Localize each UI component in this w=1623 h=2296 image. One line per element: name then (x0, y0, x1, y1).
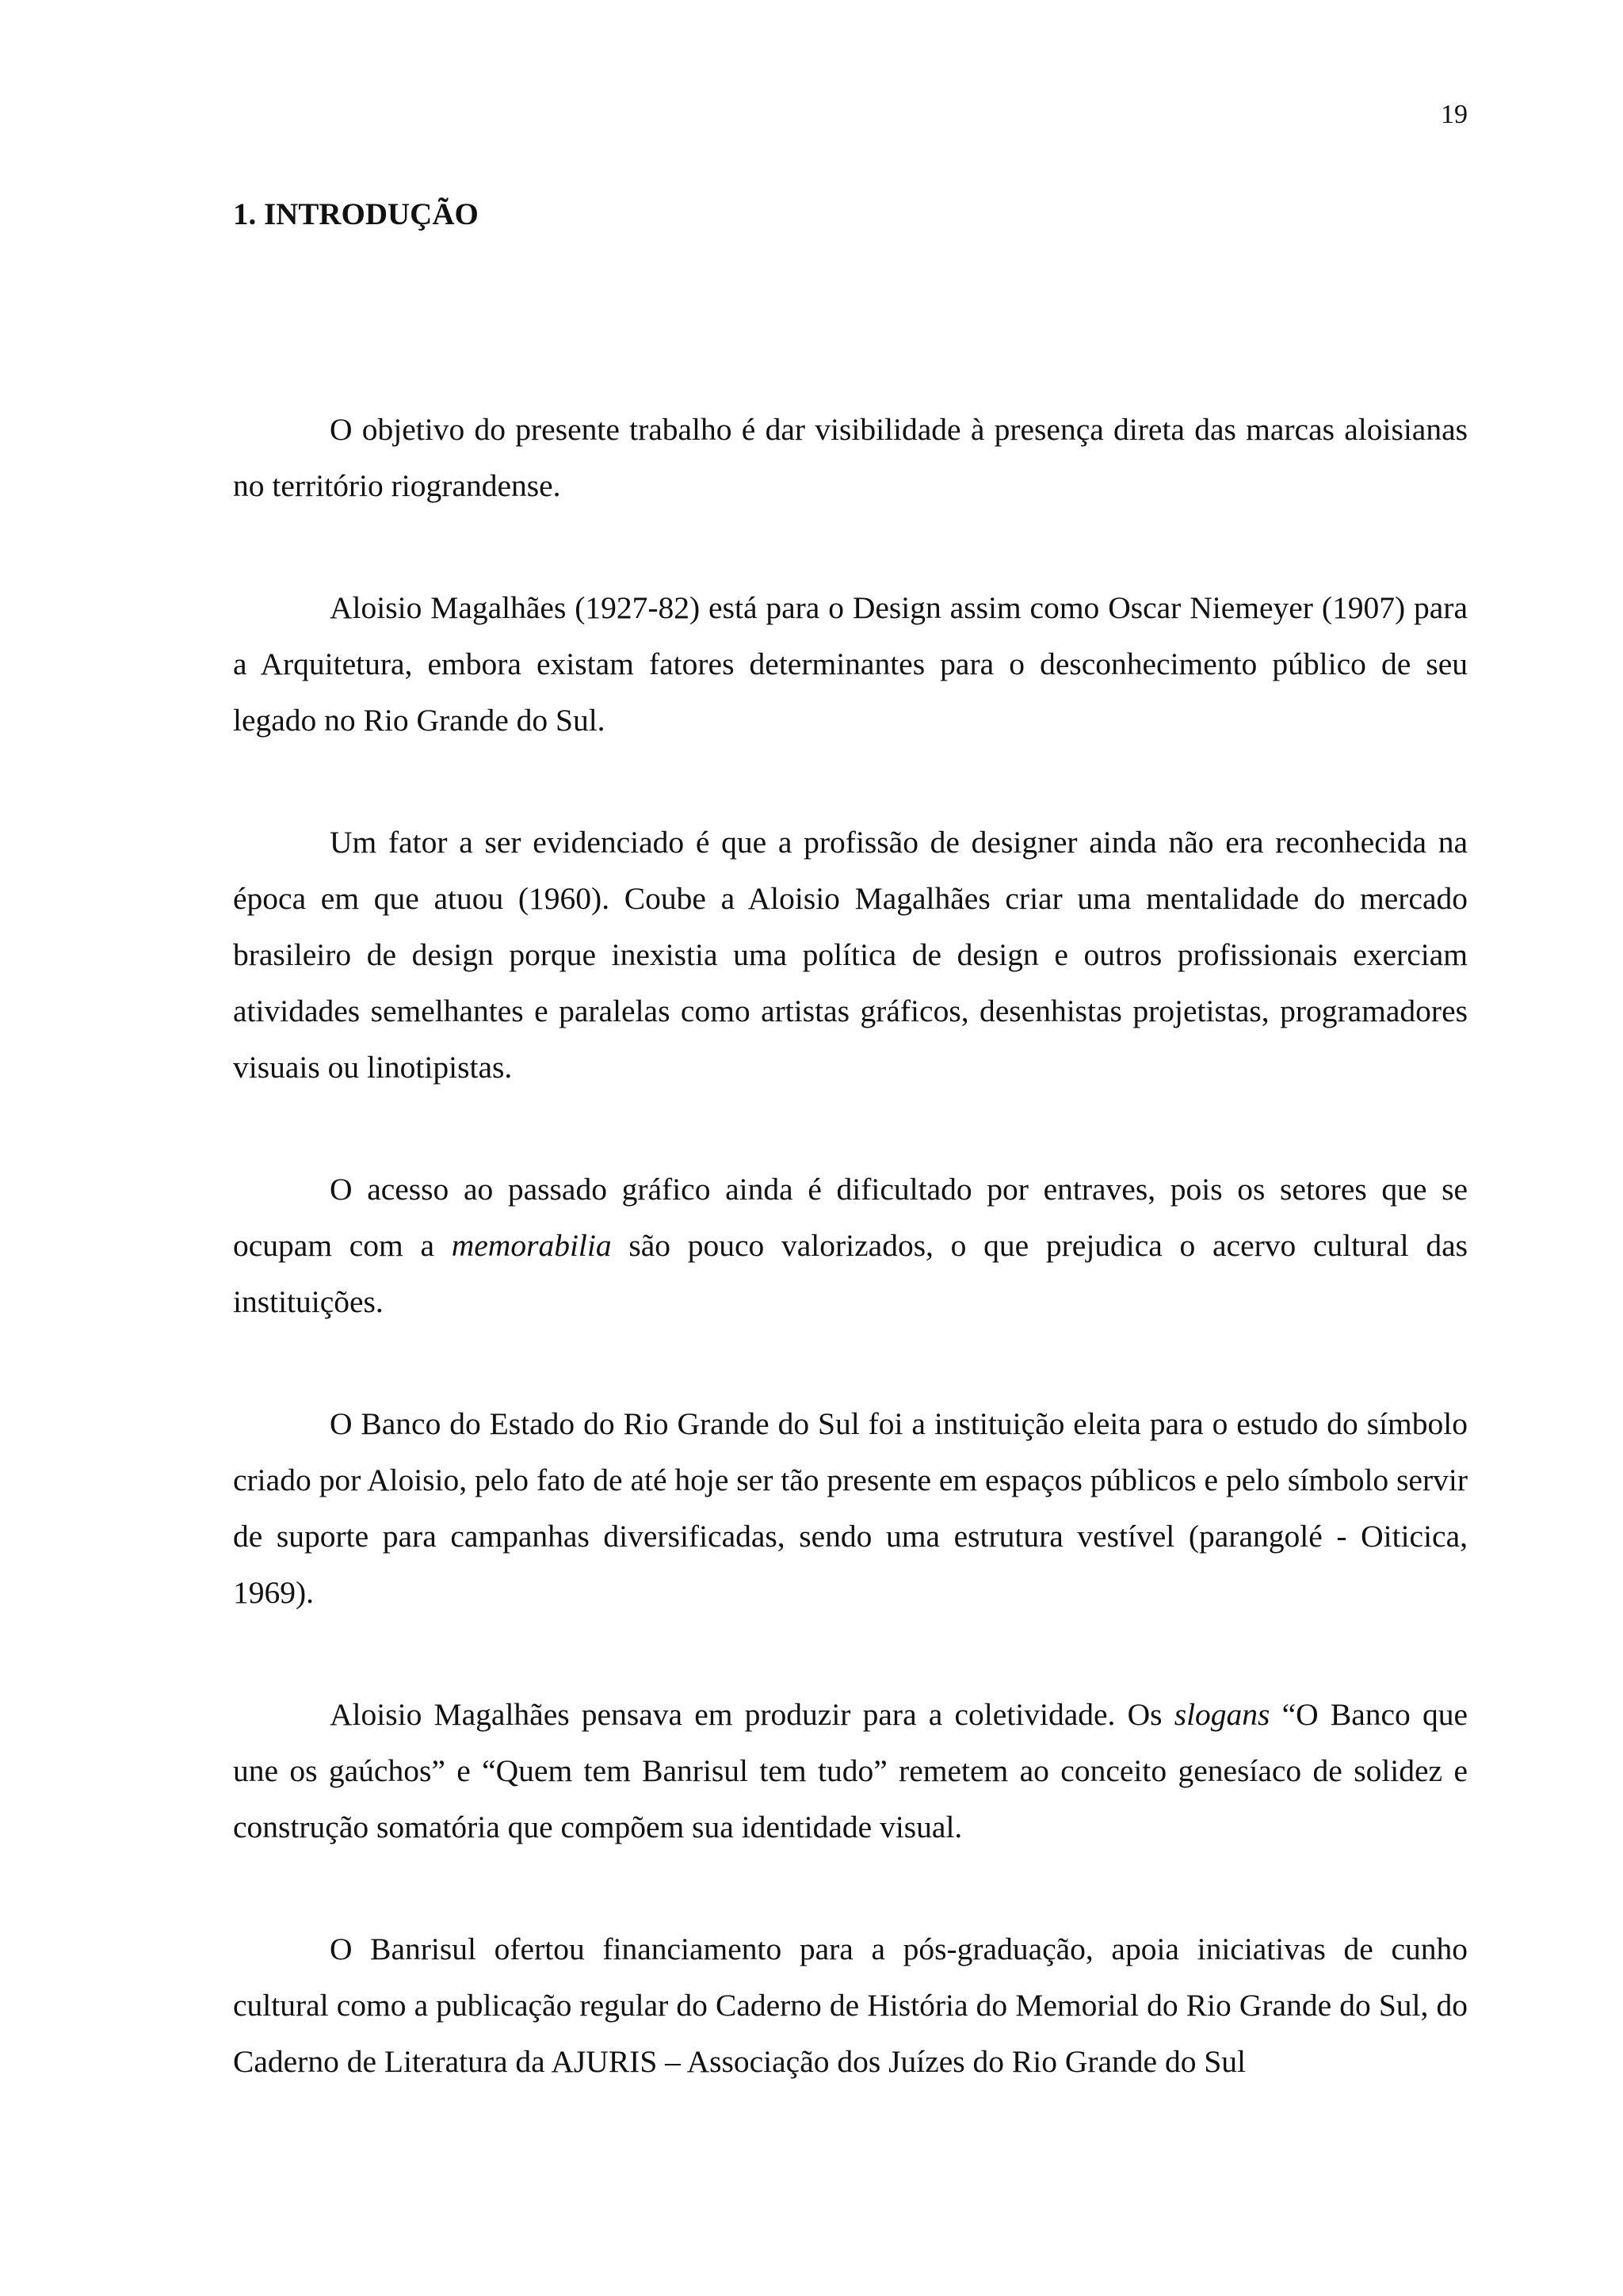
paragraph-banco-estado: O Banco do Estado do Rio Grande do Sul foi a instituição eleita para o estudo do símbolo criado por Aloisio, pelo fato de até hoje ser tão presente em espaços públicos e pelo símbolo servir de suporte para campanhas diversificadas, sendo uma estrutura vestível (parangolé - Oiticica, 1969). (233, 1406, 1468, 1610)
paragraph-slogans (233, 1687, 1468, 1855)
paragraph-text-before: Aloisio Magalhães pensava em produzir para a coletividade. Os (330, 1697, 1174, 1732)
section-heading: 1. INTRODUÇÃO (233, 197, 479, 231)
paragraph-aloisio-design: Aloisio Magalhães (1927-82) está para o Design assim como Oscar Niemeyer (1907) para a Arquitetura, embora existam fatores determinantes para o desconhecimento público de seu legado no Rio Grande do Sul. (233, 590, 1468, 738)
italic-term: slogans (1174, 1697, 1270, 1732)
paragraph-objective: O objetivo do presente trabalho é dar visibilidade à presença direta das marcas aloisianas no território riograndense. (233, 412, 1468, 503)
paragraph-banrisul-funding: O Banrisul ofertou financiamento para a pós-graduação, apoia iniciativas de cunho cultural como a publicação regular do Caderno de História do Memorial do Rio Grande do Sul, do Caderno de Literatura da AJURIS – Associação dos Juízes do Rio Grande do Sul (233, 1932, 1468, 2079)
italic-term: memorabilia (451, 1228, 612, 1263)
paragraph-text-before: O acesso ao passado gráfico ainda é dificultado por entraves, pois os setores que se ocupam com a (233, 1172, 1468, 1263)
paragraph-graphic-past (233, 1161, 1468, 1330)
paragraph-designer-profession: Um fator a ser evidenciado é que a profissão de designer ainda não era reconhecida na época em que atuou (1960). Coube a Aloisio Magalhães criar uma mentalidade do mercado brasileiro de design porque inexistia uma política de design e outros profissionais exerciam atividades semelhantes e paralelas como artistas gráficos, desenhistas projetistas, programadores visuais ou linotipistas. (233, 825, 1468, 1085)
body-text (233, 402, 1468, 2156)
paragraph-text-after: “O Banco que une os gaúchos” e “Quem tem Banrisul tem tudo” remetem ao conceito genesíaco de solidez e construção somatória que compõem sua identidade visual. (233, 1697, 1468, 1844)
page-number: 19 (1441, 100, 1468, 129)
paragraph-text-after: são pouco valorizados, o que prejudica o acervo cultural das instituições. (233, 1228, 1468, 1319)
